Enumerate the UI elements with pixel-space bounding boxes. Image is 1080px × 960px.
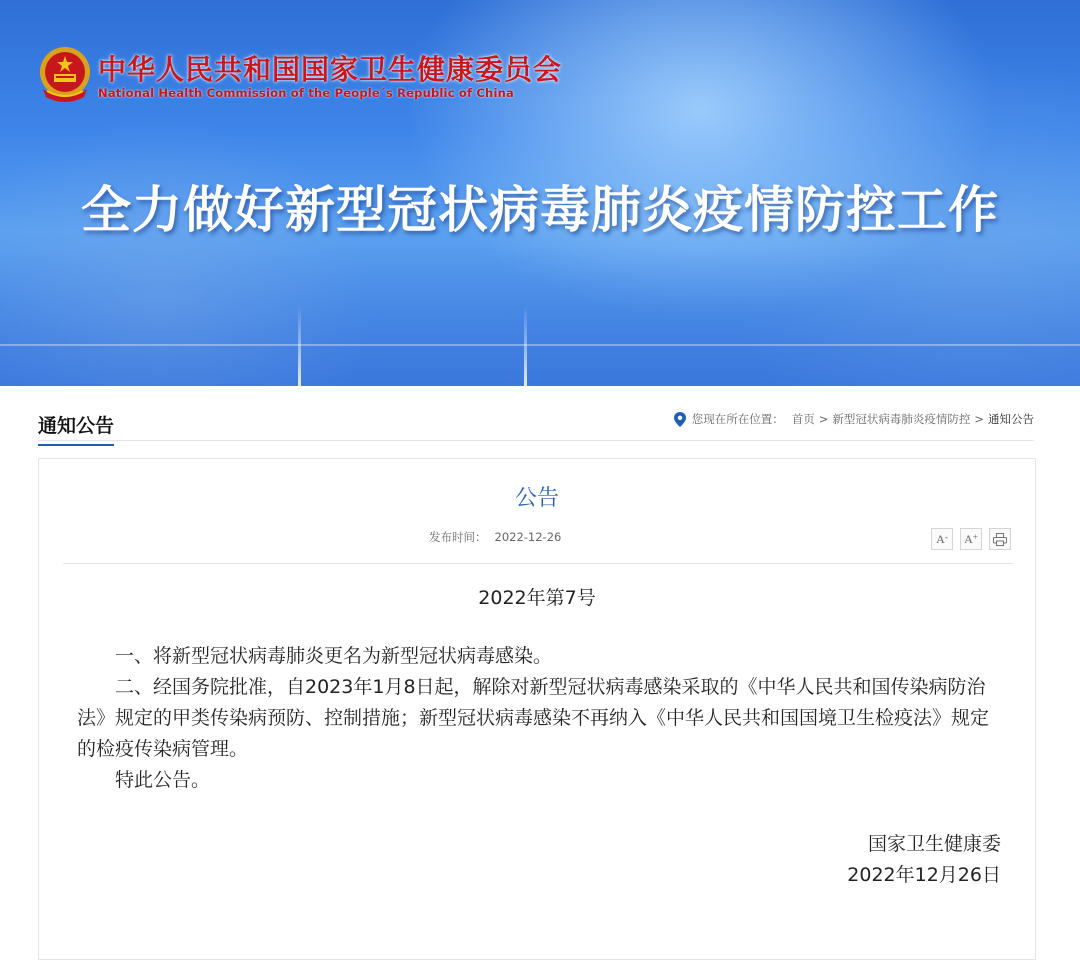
banner-haze [0, 250, 1080, 386]
banner-bridge-tower [298, 305, 301, 386]
breadcrumb-separator: > [974, 412, 984, 426]
org-name-en[interactable]: National Health Commission of the People´s Republic of China [98, 86, 514, 100]
signature-date: 2022年12月26日 [847, 864, 1001, 886]
publish-info [429, 529, 561, 545]
font-smaller-icon: A [936, 531, 945, 546]
paragraph: 特此公告。 [115, 769, 211, 791]
article-card [38, 458, 1036, 960]
document-number: 2022年第7号 [478, 587, 596, 609]
banner-slogan: 全力做好新型冠状病毒肺炎疫情防控工作 [81, 181, 999, 239]
article-tools [931, 528, 1011, 550]
breadcrumb-separator: > [818, 412, 829, 426]
national-emblem-icon [37, 45, 93, 103]
article-divider [63, 563, 1013, 564]
breadcrumb [674, 411, 1034, 427]
publish-label: 发布时间： [429, 530, 487, 544]
article-body [77, 641, 1005, 796]
banner-bridge-deck [0, 344, 1080, 346]
font-larger-button[interactable]: A + [960, 528, 982, 550]
signature-org: 国家卫生健康委 [867, 833, 1001, 855]
printer-icon [993, 533, 1007, 546]
breadcrumb-current-link[interactable]: 通知公告 [988, 412, 1034, 426]
signature-block [847, 829, 1001, 891]
breadcrumb-covid-link[interactable]: 新型冠状病毒肺炎疫情防控 [832, 412, 971, 426]
breadcrumb-prefix: 您现在所在位置： [691, 412, 784, 426]
location-pin-icon [674, 412, 686, 427]
section-title: 通知公告 [38, 411, 114, 446]
font-larger-icon: A [964, 531, 973, 546]
font-smaller-button[interactable]: A - [931, 528, 953, 550]
paragraph: 二、经国务院批准，自2023年1月8日起，解除对新型冠状病毒感染采取的《中华人民共和国传染病防治法》规定的甲类传染病预防、控制措施；新型冠状病毒感染不再纳入《中华人民共和国国境卫生检疫法》规定的检疫传染病管理。 [77, 676, 990, 760]
print-button[interactable] [989, 528, 1011, 550]
publish-date: 2022-12-26 [494, 530, 562, 544]
paragraph: 一、将新型冠状病毒肺炎更名为新型冠状病毒感染。 [115, 645, 553, 667]
article-title: 公告 [514, 486, 559, 511]
section-divider [38, 440, 1034, 441]
breadcrumb-home-link[interactable]: 首页 [791, 412, 815, 426]
header-banner [0, 0, 1080, 386]
org-name-cn[interactable]: 中华人民共和国国家卫生健康委员会 [98, 53, 563, 86]
banner-bridge-tower [524, 305, 527, 386]
